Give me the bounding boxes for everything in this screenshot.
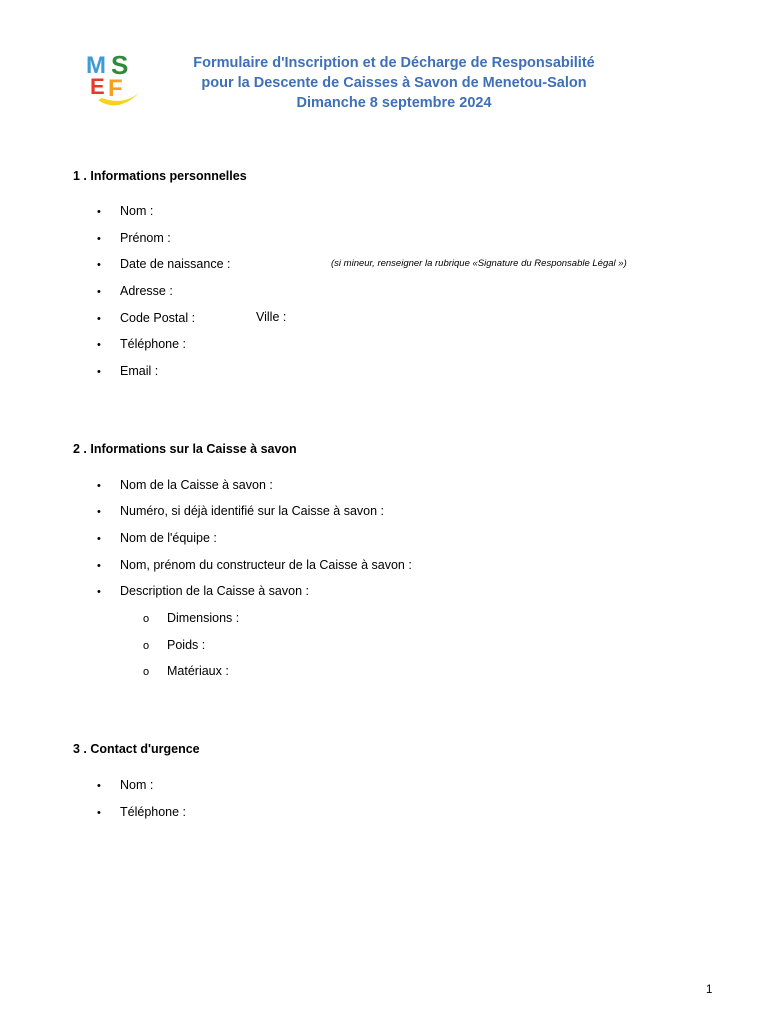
subfield-label: Poids : — [167, 638, 206, 652]
bullet: • — [97, 206, 101, 218]
svg-text:F: F — [108, 75, 123, 102]
birth-date-note: (si mineur, renseigner la rubrique «Signature du Responsable Légal ») — [331, 258, 627, 269]
field-label: Nom, prénom du constructeur de la Caisse à savon : — [120, 558, 412, 572]
field-label: Description de la Caisse à savon : — [120, 584, 309, 598]
field-email — [97, 363, 158, 379]
bullet: • — [97, 533, 101, 545]
section-3-title: 3 . Contact d'urgence — [73, 742, 200, 756]
field-label: Nom : — [120, 204, 154, 218]
field-label: Téléphone : — [120, 805, 187, 819]
field-label: Code Postal : — [120, 311, 196, 325]
field-label: Nom de l'équipe : — [120, 531, 217, 545]
svg-text:E: E — [90, 74, 105, 99]
title-line-1: Formulaire d'Inscription et de Décharge de Responsabilité — [193, 55, 595, 71]
msef-logo — [84, 48, 146, 110]
bullet: • — [97, 286, 101, 298]
field-label: Nom : — [120, 778, 154, 792]
bullet: • — [97, 259, 101, 271]
subfield-label: Dimensions : — [167, 611, 240, 625]
sub-bullet: o — [143, 613, 150, 625]
bullet: • — [97, 313, 101, 325]
subfield-materiaux — [143, 663, 229, 679]
sub-bullet: o — [143, 666, 150, 678]
field-date-naissance — [97, 256, 231, 272]
field-label: Numéro, si déjà identifié sur la Caisse à savon : — [120, 504, 385, 518]
document-title — [150, 53, 638, 113]
svg-text:S: S — [111, 50, 129, 80]
sub-bullet: o — [143, 640, 150, 652]
page-number: 1 — [706, 984, 713, 996]
field-urgence-nom — [97, 777, 153, 793]
field-label: Adresse : — [120, 284, 173, 298]
title-line-2: pour la Descente de Caisses à Savon de Menetou-Salon — [201, 75, 587, 91]
field-constructeur — [97, 557, 412, 573]
bullet: • — [97, 233, 101, 245]
field-ville: Ville : — [256, 310, 287, 324]
bullet: • — [97, 807, 101, 819]
subfield-label: Matériaux : — [167, 664, 229, 678]
title-line-3: Dimanche 8 septembre 2024 — [296, 95, 492, 111]
field-adresse — [97, 283, 173, 299]
svg-text:M: M — [86, 52, 106, 79]
field-urgence-telephone — [97, 804, 186, 820]
field-label: Date de naissance : — [120, 257, 231, 271]
field-label: Nom de la Caisse à savon : — [120, 478, 273, 492]
bullet: • — [97, 366, 101, 378]
field-prenom — [97, 230, 171, 246]
bullet: • — [97, 560, 101, 572]
bullet: • — [97, 480, 101, 492]
section-1-title: 1 . Informations personnelles — [73, 169, 247, 183]
subfield-dimensions — [143, 610, 239, 626]
subfield-poids — [143, 637, 205, 653]
field-description — [97, 583, 309, 599]
field-nom — [97, 203, 153, 219]
field-label: Email : — [120, 364, 159, 378]
field-code-postal — [97, 310, 195, 326]
bullet: • — [97, 586, 101, 598]
bullet: • — [97, 780, 101, 792]
field-nom-caisse — [97, 477, 273, 493]
field-label: Prénom : — [120, 231, 171, 245]
bullet: • — [97, 339, 101, 351]
bullet: • — [97, 506, 101, 518]
field-telephone — [97, 336, 186, 352]
field-label: Téléphone : — [120, 337, 187, 351]
field-equipe — [97, 530, 217, 546]
field-numero — [97, 503, 384, 519]
section-2-title: 2 . Informations sur la Caisse à savon — [73, 442, 297, 456]
